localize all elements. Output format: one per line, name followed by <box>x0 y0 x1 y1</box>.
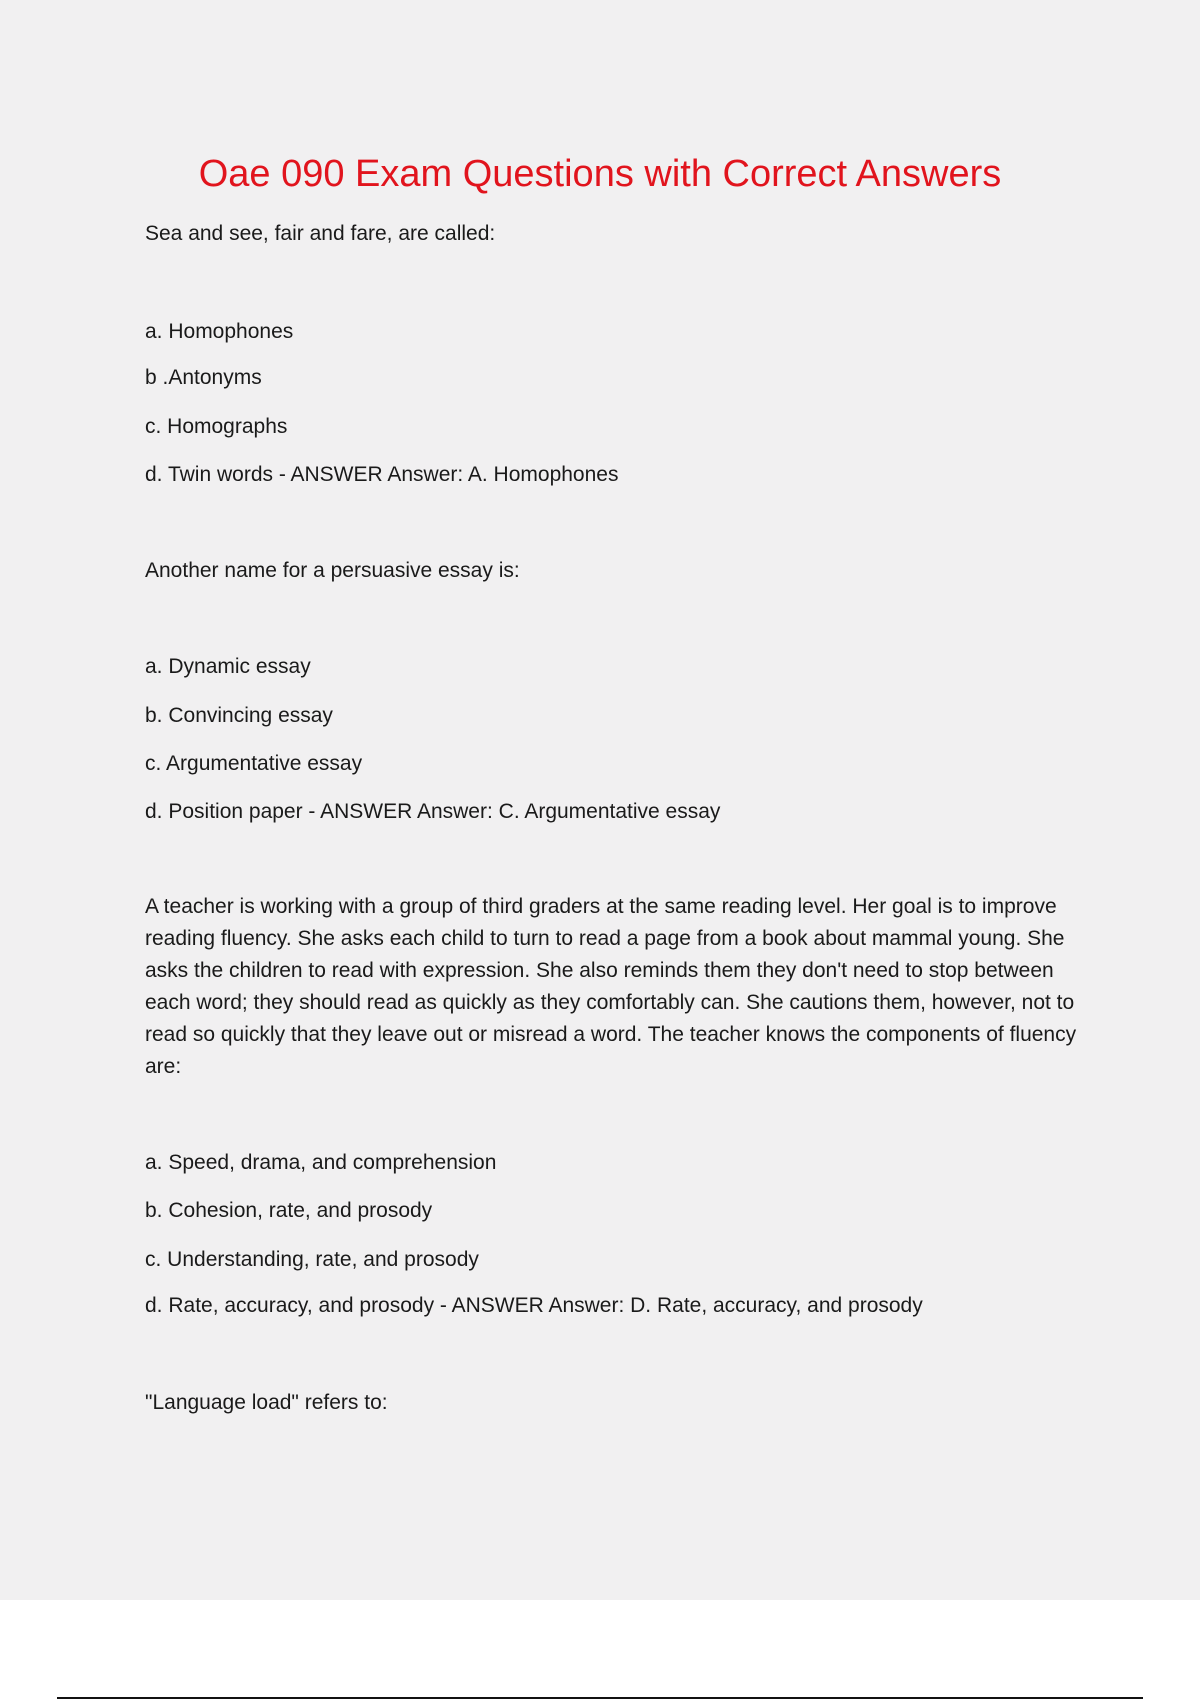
question-3-option-c: c. Understanding, rate, and prosody <box>145 1248 479 1271</box>
page-divider <box>57 1697 1143 1699</box>
question-3-option-b: b. Cohesion, rate, and prosody <box>145 1199 433 1222</box>
question-3-option-d-answer: d. Rate, accuracy, and prosody - ANSWER Answer: D. Rate, accuracy, and prosody <box>145 1294 923 1317</box>
question-1-option-d-answer: d. Twin words - ANSWER Answer: A. Homophones <box>145 463 619 486</box>
document-title: Oae 090 Exam Questions with Correct Answers <box>198 153 1002 195</box>
question-2-option-a: a. Dynamic essay <box>145 655 311 678</box>
question-3-option-a: a. Speed, drama, and comprehension <box>145 1151 497 1174</box>
question-2-option-c: c. Argumentative essay <box>145 752 363 775</box>
question-1-option-a: a. Homophones <box>145 320 294 343</box>
question-2-option-d-answer: d. Position paper - ANSWER Answer: C. Argumentative essay <box>145 800 721 823</box>
question-2-prompt: Another name for a persuasive essay is: <box>145 559 520 582</box>
question-2-option-b: b. Convincing essay <box>145 704 333 727</box>
question-3-prompt: A teacher is working with a group of third graders at the same reading level. Her goal is to improve reading fluency. She asks each child to turn to read a page from a book about mammal young. She asks the children to read with expression. She also reminds them they don't need to stop between each word; they should read as quickly as they comfortably can. She cautions them, however, not to read so quickly that they leave out or misread a word. The teacher knows the components of fluency are: <box>145 895 1077 1078</box>
question-1-option-b: b .Antonyms <box>145 366 262 389</box>
question-1-prompt: Sea and see, fair and fare, are called: <box>145 222 496 245</box>
question-4-prompt: "Language load" refers to: <box>145 1391 388 1414</box>
question-1-option-c: c. Homographs <box>145 415 288 438</box>
